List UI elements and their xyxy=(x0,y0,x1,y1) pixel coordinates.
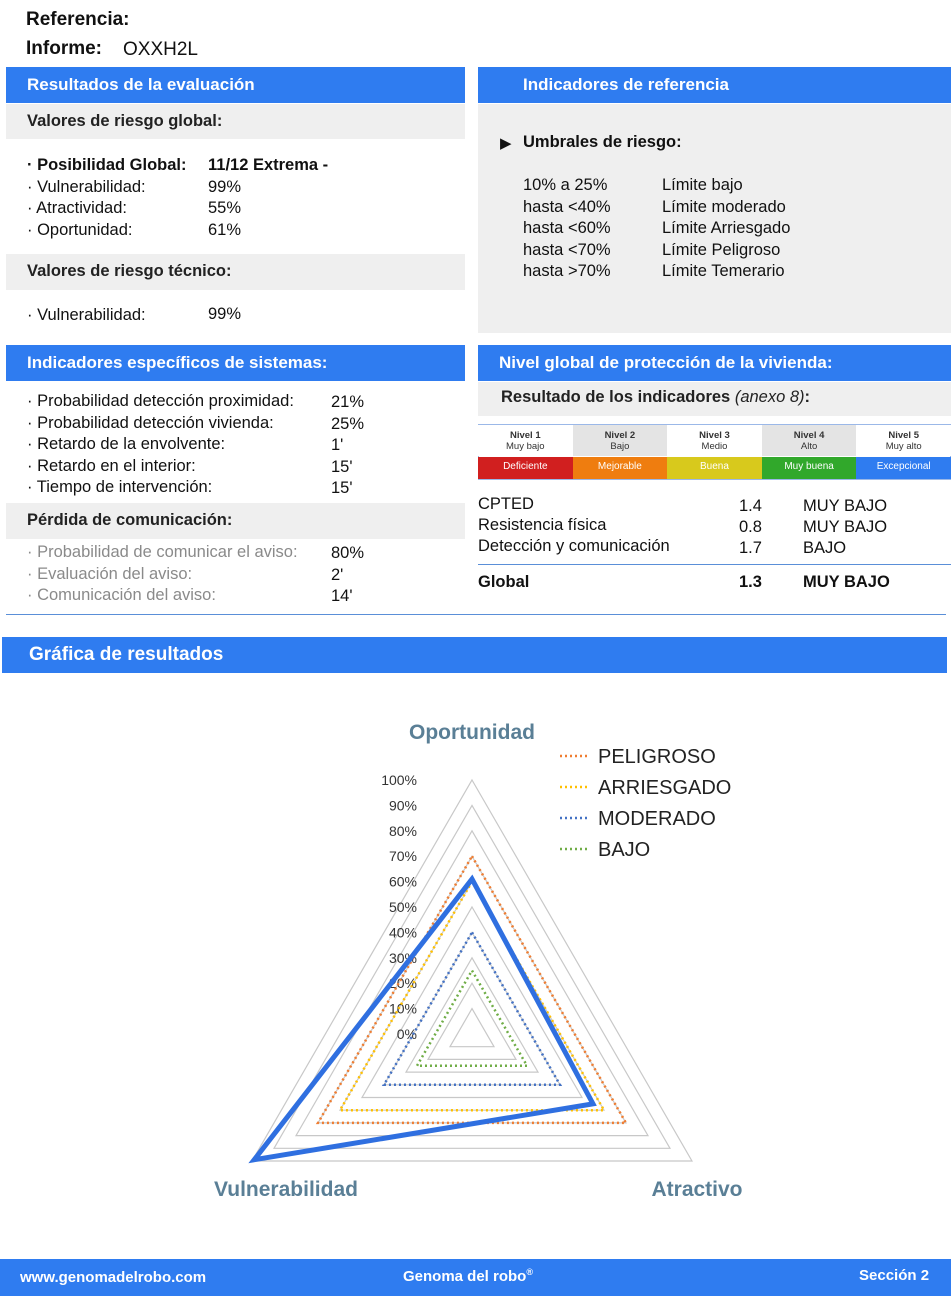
left-divider xyxy=(6,614,946,615)
radar-grid-ring xyxy=(406,958,538,1072)
informe-label: Informe: xyxy=(26,38,102,59)
reference-title: Indicadores de referencia xyxy=(523,75,729,94)
protection-title: Nivel global de protección de la vivienda: xyxy=(499,353,833,372)
level-sub: Medio xyxy=(701,441,728,452)
tech-risk-value: 99% xyxy=(208,305,242,323)
radar-tick-label: 50% xyxy=(388,899,417,915)
threshold-label: Límite Arriesgado xyxy=(662,219,791,237)
level-cell xyxy=(573,425,668,456)
radar-tick-label: 60% xyxy=(388,873,417,890)
referencia-label: Referencia: xyxy=(26,9,130,30)
level-sub: Muy bajo xyxy=(506,441,545,452)
global-risk-title: Valores de riesgo global: xyxy=(27,112,223,130)
radar-axis-label: Atractivo xyxy=(651,1178,743,1201)
systems-value: 25% xyxy=(331,414,365,433)
comm-value: 14' xyxy=(331,587,353,605)
level-quality: Mejorable xyxy=(573,457,668,479)
threshold-range: hasta <40% xyxy=(523,197,611,216)
global-risk-label: · Vulnerabilidad: xyxy=(27,177,146,196)
informe-value: OXXH2L xyxy=(123,39,198,60)
score-level: BAJO xyxy=(803,539,847,557)
legend-label: ARRIESGADO xyxy=(598,777,732,799)
global-value: 1.3 xyxy=(739,573,762,591)
indicators-header xyxy=(478,382,951,416)
comm-title: Pérdida de comunicación: xyxy=(27,511,233,529)
systems-value: 15' xyxy=(331,479,353,497)
threshold-label: Límite bajo xyxy=(662,176,743,194)
results-title: Resultados de la evaluación xyxy=(27,75,255,94)
score-level: MUY BAJO xyxy=(803,518,888,536)
registered-mark: ® xyxy=(526,1267,533,1277)
radar-tick-label: 80% xyxy=(388,822,417,839)
threshold-range: hasta <60% xyxy=(523,219,611,237)
threshold-range: hasta >70% xyxy=(523,262,611,280)
global-label: Global xyxy=(478,573,530,591)
level-name: Nivel 4 xyxy=(793,430,825,441)
thresholds-title: Umbrales de riesgo: xyxy=(523,133,682,151)
level-quality: Deficiente xyxy=(478,457,573,479)
indicators-colon: : xyxy=(804,388,811,406)
level-cell xyxy=(667,425,762,456)
radar-tick-label: 90% xyxy=(388,797,417,814)
score-value: 1.4 xyxy=(739,497,762,515)
level-sub: Bajo xyxy=(610,441,630,452)
level-cell xyxy=(478,425,573,456)
threshold-range: hasta <70% xyxy=(523,240,611,259)
systems-label: · Retardo de la envolvente: xyxy=(27,435,226,453)
level-quality: Buena xyxy=(667,457,762,479)
threshold-range: 10% a 25% xyxy=(523,176,608,194)
global-risk-value: 11/12 Extrema - xyxy=(208,156,329,174)
systems-header xyxy=(6,345,465,381)
radar-series-bajo xyxy=(417,971,527,1066)
systems-value: 1' xyxy=(331,436,344,454)
systems-label: · Probabilidad detección proximidad: xyxy=(27,392,294,410)
chart-title: Gráfica de resultados xyxy=(29,644,224,665)
systems-value: 21% xyxy=(331,393,365,411)
global-risk-value: 55% xyxy=(208,199,242,217)
score-value: 0.8 xyxy=(739,518,762,536)
global-risk-value: 61% xyxy=(208,220,242,239)
comm-value: 2' xyxy=(331,565,344,584)
legend-label: MODERADO xyxy=(598,808,716,830)
radar-axis-label: Vulnerabilidad xyxy=(214,1178,358,1201)
tech-risk-header xyxy=(6,254,465,290)
radar-series-result xyxy=(254,879,593,1160)
score-value: 1.7 xyxy=(739,539,762,557)
global-risk-label: · Atractividad: xyxy=(27,199,127,217)
indicators-annex: (anexo 8) xyxy=(734,388,805,406)
radar-tick-label: 40% xyxy=(388,924,417,941)
radar-grid-ring xyxy=(450,1009,494,1047)
score-label: Resistencia física xyxy=(478,516,607,534)
level-name: Nivel 5 xyxy=(888,430,919,441)
footer-brand-name: Genoma del robo xyxy=(403,1268,527,1285)
level-quality: Excepcional xyxy=(856,457,951,479)
radar-tick-label: 10% xyxy=(388,1000,417,1017)
legend-label: BAJO xyxy=(598,839,651,861)
global-level: MUY BAJO xyxy=(803,573,890,591)
radar-tick-label: 20% xyxy=(388,975,417,992)
score-level: MUY BAJO xyxy=(803,497,888,515)
comm-label: · Comunicación del aviso: xyxy=(27,586,216,604)
radar-axis-label: Oportunidad xyxy=(409,721,535,744)
level-name: Nivel 2 xyxy=(604,430,636,441)
threshold-label: Límite moderado xyxy=(662,197,786,216)
score-label: CPTED xyxy=(478,495,534,513)
level-name: Nivel 1 xyxy=(509,430,541,441)
level-quality: Muy buena xyxy=(762,457,857,479)
systems-value: 15' xyxy=(331,457,353,476)
level-sub: Alto xyxy=(800,441,818,452)
systems-label: · Probabilidad detección vivienda: xyxy=(27,413,274,432)
radar-grid-ring xyxy=(428,983,516,1059)
systems-label: · Tiempo de intervención: xyxy=(27,478,213,496)
radar-tick-label: 100% xyxy=(381,772,417,788)
global-risk-value: 99% xyxy=(208,177,242,196)
radar-tick-label: 30% xyxy=(388,949,417,966)
footer-url[interactable]: www.genomadelrobo.com xyxy=(20,1269,207,1286)
score-label: Detección y comunicación xyxy=(478,537,670,555)
systems-label: · Retardo en el interior: xyxy=(27,456,196,475)
radar-tick-label: 70% xyxy=(388,848,417,865)
play-icon: ▶ xyxy=(500,135,512,152)
global-risk-label: · Oportunidad: xyxy=(27,220,133,239)
systems-title: Indicadores específicos de sistemas: xyxy=(27,353,328,372)
radar-chart xyxy=(0,690,951,1250)
tech-risk-label: · Vulnerabilidad: xyxy=(27,306,146,324)
comm-value: 80% xyxy=(331,544,365,562)
global-risk-label: · Posibilidad Global: xyxy=(27,156,187,174)
chart-header xyxy=(2,637,947,673)
radar-tick-label: 0% xyxy=(396,1026,417,1042)
footer-brand xyxy=(403,1267,533,1285)
comm-header xyxy=(6,503,465,539)
level-name: Nivel 3 xyxy=(699,430,730,441)
comm-label: · Evaluación del aviso: xyxy=(27,564,193,583)
reference-header xyxy=(478,67,951,103)
threshold-label: Límite Temerario xyxy=(662,262,785,280)
threshold-label: Límite Peligroso xyxy=(662,240,781,259)
level-sub: Muy alto xyxy=(885,441,922,452)
global-risk-header xyxy=(6,104,465,139)
scores-divider xyxy=(478,564,951,565)
footer-section: Sección 2 xyxy=(859,1267,930,1284)
legend-label: PELIGROSO xyxy=(598,746,716,768)
results-header xyxy=(6,67,465,103)
indicators-title: Resultado de los indicadores xyxy=(501,388,731,406)
level-cell xyxy=(762,425,857,456)
level-cell xyxy=(856,425,951,456)
tech-risk-title: Valores de riesgo técnico: xyxy=(27,262,232,280)
protection-header xyxy=(478,345,951,381)
comm-label: · Probabilidad de comunicar el aviso: xyxy=(27,543,298,561)
